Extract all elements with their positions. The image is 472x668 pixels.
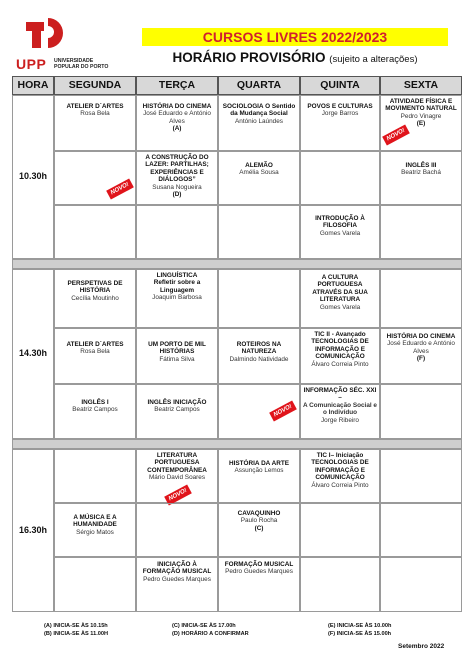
legend-item: (E) INICIA-SE ÀS 10.00h [328, 623, 392, 629]
document-date: Setembro 2022 [398, 643, 445, 650]
course-cell [136, 269, 218, 328]
header-hour: HORA [12, 76, 54, 95]
page-subtitle [142, 50, 448, 65]
empty-cell [380, 205, 462, 259]
course-title: ROTEIROS NA NATUREZA [236, 341, 282, 356]
course-cell [54, 328, 136, 384]
course-title: LINGUÍSTICA [156, 272, 198, 279]
row-separator [12, 259, 462, 269]
course-title: INGLÊS INICIAÇÃO [147, 399, 207, 406]
course-cell [218, 503, 300, 557]
course-title: A CULTURA PORTUGUESA ATRAVÉS DA SUA LITERATURA [312, 274, 368, 304]
course-title: UM PORTO DE MIL HISTÓRIAS [148, 341, 206, 356]
course-title: HISTÓRIA DO CINEMA [142, 103, 212, 110]
upp-logo [12, 14, 122, 74]
header-friday: SEXTA [380, 76, 462, 95]
course-title: FORMAÇÃO MUSICAL [224, 561, 294, 568]
course-cell [300, 95, 380, 151]
schedule-table [12, 76, 462, 612]
course-teacher: Susana Nogueira [152, 183, 202, 191]
course-cell [300, 205, 380, 259]
empty-cell [54, 557, 136, 612]
course-code: (F) [416, 355, 426, 363]
header-monday: SEGUNDA [54, 76, 136, 95]
empty-cell [54, 205, 136, 259]
course-cell [300, 269, 380, 328]
empty-cell [300, 557, 380, 612]
header-thursday: QUINTA [300, 76, 380, 95]
empty-cell [136, 503, 218, 557]
course-title: ATELIER D´ARTES [66, 341, 124, 348]
upp-logo-mark [26, 14, 66, 50]
course-teacher: Fátima Silva [159, 355, 195, 363]
course-code: (E) [416, 120, 426, 128]
course-teacher: Beatriz Bachá [401, 169, 441, 177]
legend-col-1 [44, 622, 108, 638]
course-code: (C) [254, 524, 264, 532]
course-teacher: Amélia Sousa [239, 169, 279, 177]
subtitle-main: HORÁRIO PROVISÓRIO [172, 50, 326, 65]
empty-cell [218, 269, 300, 328]
course-teacher: Sérgio Matos [76, 528, 114, 536]
empty-cell [136, 205, 218, 259]
course-title: TIC I– Iniciação TECNOLOGIAS DE INFORMAÇÃO E COMUNICAÇÃO [311, 452, 369, 482]
course-teacher: Mário David Soares [148, 474, 206, 482]
course-teacher: Jorge Ribeiro [320, 416, 359, 424]
course-cell [218, 151, 300, 205]
empty-cell [380, 449, 462, 503]
course-cell [380, 95, 462, 151]
legend-item: (B) INICIA-SE ÀS 11.00H [44, 631, 109, 637]
institution-name: UNIVERSIDADE POPULAR DO PORTO [54, 58, 109, 70]
course-title: INGLÊS I [81, 399, 109, 406]
course-teacher: Beatriz Campos [154, 406, 200, 414]
empty-cell [300, 151, 380, 205]
new-badge: NOVO! [382, 124, 410, 145]
course-teacher: Gomes Varela [319, 303, 361, 311]
course-teacher: Rosa Bela [80, 110, 110, 118]
legend-item: (F) INICIA-SE ÀS 15.00h [328, 631, 392, 637]
legend-col-3 [328, 622, 391, 638]
empty-cell [380, 557, 462, 612]
course-cell [136, 151, 218, 205]
course-teacher: Álvaro Correia Pinto [311, 481, 369, 489]
course-teacher: Pedro Guedes Marques [143, 575, 211, 583]
empty-cell [380, 384, 462, 439]
course-teacher: António Laúndes [235, 117, 283, 125]
course-title: INGLÊS III [405, 162, 437, 169]
empty-cell [380, 503, 462, 557]
course-title: LITERATURA PORTUGUESA CONTEMPORÂNEA [147, 452, 207, 474]
course-teacher: Pedro Vinagre [400, 112, 442, 120]
course-code: (D) [172, 191, 182, 199]
course-teacher: Gomes Varela [319, 229, 361, 237]
course-teacher: Joaquim Barbosa [152, 294, 202, 302]
course-teacher: Rosa Bela [80, 348, 110, 356]
course-teacher: José Eduardo e António Alves [387, 340, 455, 355]
subtitle-note: (sujeito a alterações) [329, 54, 418, 65]
course-title: CAVAQUINHO [237, 510, 281, 517]
course-teacher: Álvaro Correia Pinto [311, 360, 369, 368]
new-badge: NOVO! [269, 400, 297, 421]
header-tuesday: TERÇA [136, 76, 218, 95]
course-cell [136, 95, 218, 151]
upp-acronym: UPP [16, 56, 47, 72]
header-wednesday: QUARTA [218, 76, 300, 95]
row-separator [12, 439, 462, 449]
course-title: INTRODUÇÃO À FILOSOFIA [315, 215, 365, 230]
course-cell [300, 328, 380, 384]
course-cell [136, 449, 218, 503]
course-teacher: Assunção Lemos [234, 467, 284, 475]
course-title: HISTÓRIA DA ARTE [229, 460, 289, 467]
course-teacher: Dalmindo Natividade [229, 355, 289, 363]
course-title: A CONSTRUÇÃO DO LAZER: PARTILHAS; EXPERIÊNCIAS E DIÁLOGOS” [145, 154, 209, 184]
course-cell [218, 328, 300, 384]
new-badge: NOVO! [106, 178, 134, 199]
new-badge: NOVO! [164, 484, 192, 505]
page-title: CURSOS LIVRES 2022/2023 [142, 28, 448, 46]
course-title: INICIAÇÃO À FORMAÇÃO MUSICAL [142, 561, 212, 576]
empty-cell [54, 449, 136, 503]
hour-cell: 10.30h [12, 95, 54, 259]
course-cell [380, 151, 462, 205]
course-teacher: Cecília Moutinho [71, 294, 119, 302]
course-cell [54, 384, 136, 439]
course-title: ALEMÃO [245, 162, 273, 169]
legend-item: (A) INICIA-SE ÀS 10.15h [44, 623, 108, 629]
course-cell [218, 449, 300, 503]
course-cell [136, 557, 218, 612]
course-subtitle: A Comunicação Social e o Indivíduo [303, 401, 377, 417]
course-cell [300, 449, 380, 503]
course-cell [136, 384, 218, 439]
course-cell [54, 95, 136, 151]
course-teacher: Jorge Barros [321, 110, 359, 118]
course-title: INFORMAÇÃO SÉC. XXI – [303, 387, 377, 402]
legend-item: (D) HORÁRIO A CONFIRMAR [172, 631, 249, 637]
course-title: TIC II - Avançado TECNOLOGIAS DE INFORMAÇÃO E COMUNICAÇÃO [311, 331, 369, 361]
hour-cell: 16.30h [12, 449, 54, 612]
course-teacher: Beatriz Campos [72, 406, 118, 414]
course-cell [54, 503, 136, 557]
course-cell [300, 384, 380, 439]
course-title: ATELIER D´ARTES [66, 103, 124, 110]
legend-item: (C) INICIA-SE ÀS 17.00h [172, 623, 236, 629]
course-cell [380, 328, 462, 384]
course-code: (A) [172, 125, 182, 133]
course-title: POVOS E CULTURAS [307, 103, 373, 110]
empty-cell [54, 151, 136, 205]
course-subtitle: Refletir sobre a Linguagem [153, 279, 201, 294]
empty-cell [300, 503, 380, 557]
legend-col-2 [172, 622, 249, 638]
course-teacher: Pedro Guedes Marques [225, 568, 293, 576]
course-cell [136, 328, 218, 384]
empty-cell [218, 205, 300, 259]
course-teacher: José Eduardo e António Alves [143, 110, 211, 125]
course-cell [218, 557, 300, 612]
course-cell [218, 95, 300, 151]
hour-cell: 14.30h [12, 269, 54, 439]
course-title: PERSPETIVAS DE HISTÓRIA [67, 280, 123, 295]
course-title: HISTÓRIA DO CINEMA [386, 333, 456, 340]
course-title: ATIVIDADE FÍSICA E MOVIMENTO NATURAL [385, 98, 457, 113]
course-cell [54, 269, 136, 328]
empty-cell [380, 269, 462, 328]
course-title: SOCIOLOGIA O Sentido da Mudança Social [222, 103, 296, 118]
course-teacher: Paulo Rocha [240, 517, 278, 525]
course-title: A MÚSICA E A HUMANIDADE [73, 514, 117, 529]
